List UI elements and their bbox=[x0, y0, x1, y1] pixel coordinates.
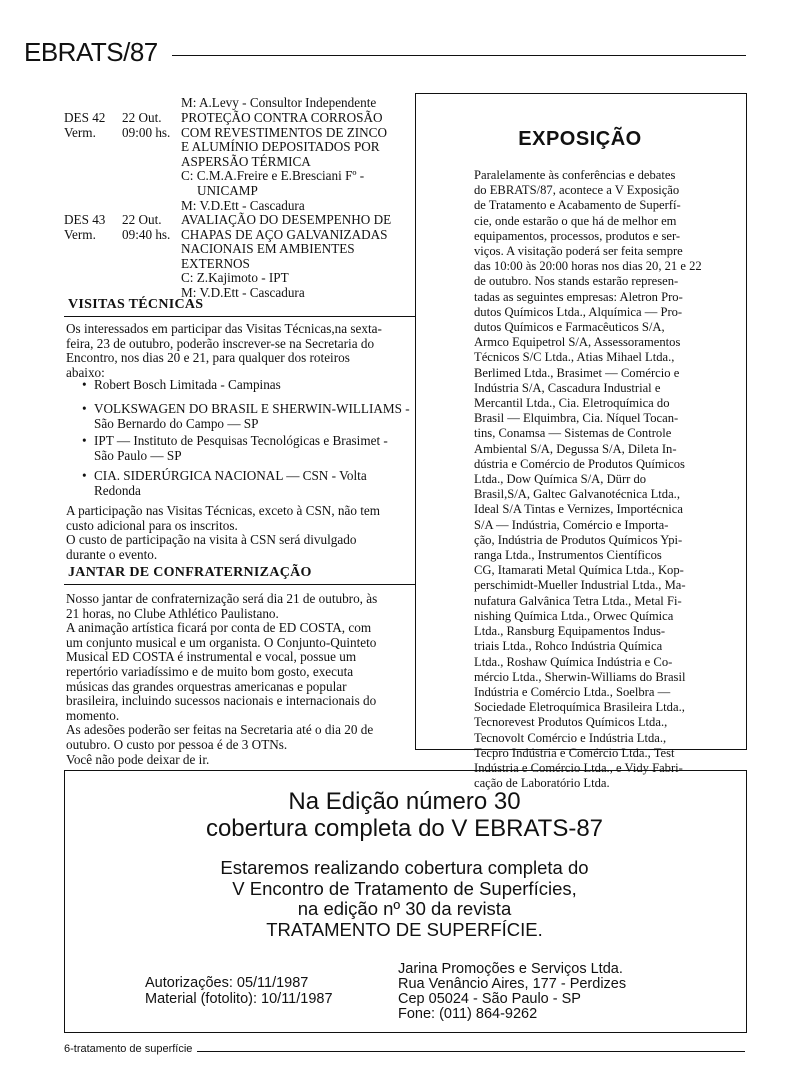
ad-body-line: TRATAMENTO DE SUPERFÍCIE. bbox=[266, 918, 543, 940]
session-date: 22 Out. bbox=[122, 110, 162, 125]
visitas-heading: VISITAS TÉCNICAS bbox=[68, 297, 204, 312]
exposicao-line: Paralelamente às conferências e debates bbox=[474, 168, 676, 182]
exposicao-line: Ideal S/A Tintas e Vernizes, Importécnica bbox=[474, 502, 683, 517]
exposicao-line: Brasil — Elquimbra, Cia. Níquel Tocan- bbox=[474, 411, 679, 426]
ad-company bbox=[398, 962, 626, 1022]
session-line: M: A.Levy - Consultor Independente bbox=[181, 95, 377, 110]
exposicao-line: de Tratamento e Acabamento de Superfí- bbox=[474, 198, 681, 213]
ad-body-line: V Encontro de Tratamento de Superfícies, bbox=[232, 877, 577, 899]
ad-dates bbox=[145, 975, 333, 1007]
exposicao-text bbox=[474, 168, 724, 791]
visitas-closing bbox=[66, 504, 418, 562]
paragraph-line: Os interessados em participar das Visitas Técnicas,na sexta- bbox=[66, 321, 382, 336]
session-title-line: AVALIAÇÃO DO DESEMPENHO DE bbox=[181, 212, 392, 227]
session-code: DES 42 bbox=[64, 110, 106, 125]
session-date: 22 Out. bbox=[122, 212, 162, 227]
exposicao-line: das 10:00 às 20:00 horas nos dias 20, 21 e 22 bbox=[474, 259, 702, 274]
exposicao-line: Mercantil Ltda., Cia. Eletroquímica do bbox=[474, 396, 670, 411]
exposicao-line: Indústria S/A, Cascadura Industrial e bbox=[474, 380, 661, 395]
session-time: 09:40 hs. bbox=[122, 226, 171, 242]
list-item-text: Redonda bbox=[94, 482, 141, 498]
exposicao-line: Ltda., Dow Química S/A, Dürr do bbox=[474, 472, 647, 487]
session-conferencist-affiliation: UNICAMP bbox=[197, 182, 258, 198]
session-title-line: COM REVESTIMENTOS DE ZINCO bbox=[181, 124, 387, 140]
jantar-heading: JANTAR DE CONFRATERNIZAÇÃO bbox=[68, 565, 312, 580]
page-footer: 6-tratamento de superfície bbox=[64, 1043, 193, 1055]
exposicao-line: cie, onde estarão o que há de melhor em bbox=[474, 213, 677, 228]
session-conferencist: C: C.M.A.Freire e E.Bresciani Fº - bbox=[181, 168, 365, 184]
ad-body-line: na edição nº 30 da revista bbox=[297, 898, 512, 919]
paragraph-line: Musical ED COSTA é instrumental e vocal, possue um bbox=[66, 649, 357, 665]
ad-material-date: Material (fotolito): 10/11/1987 bbox=[145, 991, 333, 1007]
exposicao-line: Armco Equipetrol S/A, Assessoramentos bbox=[474, 335, 681, 350]
paragraph-line: 21 horas, no Clube Athlético Paulistano. bbox=[66, 605, 279, 621]
paragraph-line: O custo de participação na visita à CSN será divulgado bbox=[66, 532, 357, 548]
exposicao-line: cação de Laboratório Ltda. bbox=[474, 776, 610, 791]
exposicao-line: Ltda., Roshaw Química Indústria e Co- bbox=[474, 654, 673, 669]
paragraph-line: Você não pode deixar de ir. bbox=[66, 751, 210, 767]
paragraph-line: momento. bbox=[66, 707, 120, 723]
paragraph-line: feira, 23 de outubro, poderão inscrever-se na Secretaria do bbox=[66, 335, 375, 351]
exposicao-line: Ltda., Ransburg Equipamentos Indus- bbox=[474, 624, 666, 639]
exposicao-line: Ambiental S/A, Degussa S/A, Dileta In- bbox=[474, 441, 677, 456]
ad-authorizations: Autorizações: 05/11/1987 bbox=[145, 975, 309, 991]
paragraph-line: músicas das grandes orquestras americanas e popular bbox=[66, 678, 347, 694]
exposicao-line: tins, Conamsa — Sistemas de Controle bbox=[474, 426, 672, 441]
exposicao-line: ranga Ltda., Instrumentos Científicos bbox=[474, 548, 662, 563]
exposicao-line: Berlimed Ltda., Brasimet — Comércio e bbox=[474, 365, 680, 380]
paragraph-line: abaixo: bbox=[66, 364, 105, 380]
exposicao-line: perschimidt-Mueller Industrial Ltda., Ma- bbox=[474, 578, 686, 593]
paragraph-line: durante o evento. bbox=[66, 546, 158, 562]
ad-title-line: Na Edição número 30 bbox=[288, 788, 521, 815]
jantar-text bbox=[66, 592, 418, 767]
exposicao-title: EXPOSIÇÃO bbox=[518, 128, 642, 150]
bullet-icon: • bbox=[82, 433, 87, 448]
paragraph-line: custo adicional para os inscritos. bbox=[66, 517, 238, 533]
ad-title-line: cobertura completa do V EBRATS-87 bbox=[205, 815, 604, 842]
session-moderator: M: V.D.Ett - Cascadura bbox=[181, 197, 305, 213]
session-title-line: ASPERSÃO TÉRMICA bbox=[181, 153, 311, 169]
exposicao-line: Indústria e Comércio Ltda., Soelbra — bbox=[474, 684, 671, 699]
company-address: Rua Venâncio Aires, 177 - Perdizes bbox=[398, 976, 627, 992]
exposicao-line: nishing Química Ltda., Orwec Química bbox=[474, 608, 674, 623]
exposicao-line: dústria e Comércio de Produtos Químicos bbox=[474, 456, 685, 471]
session-room: Verm. bbox=[64, 124, 96, 140]
paragraph-line: repertório variadíssimo e de muito bom gosto, executa bbox=[66, 663, 354, 679]
session-code: DES 43 bbox=[64, 212, 106, 227]
exposicao-line: Indústria e Comércio Ltda., e Vidy Fabri- bbox=[474, 760, 683, 775]
exposicao-line: dutos Químicos Ltda., Alquímica — Pro- bbox=[474, 304, 683, 319]
paragraph-line: Encontro, nos dias 20 e 21, para qualquer dos roteiros bbox=[66, 350, 350, 366]
exposicao-line: equipamentos, processos, produtos e ser- bbox=[474, 228, 681, 243]
list-item-text: VOLKSWAGEN DO BRASIL E SHERWIN-WILLIAMS - bbox=[94, 401, 410, 416]
paragraph-line: brasileira, incluindo sucessos nacionais e internacionais do bbox=[66, 693, 377, 709]
session-conferencist: C: Z.Kajimoto - IPT bbox=[181, 270, 289, 286]
exposicao-line: tadas as seguintes empresas: Aletron Pro- bbox=[474, 289, 683, 304]
paragraph-line: Nosso jantar de confraternização será dia 21 de outubro, às bbox=[66, 591, 378, 606]
exposicao-line: mércio Ltda., Sherwin-Williams do Brasil bbox=[474, 669, 686, 684]
paragraph-line: A animação artística ficará por conta de ED COSTA, com bbox=[66, 620, 372, 636]
bullet-icon: • bbox=[82, 401, 87, 416]
paragraph-line: outubro. O custo por pessoa é de 3 OTNs. bbox=[66, 736, 288, 752]
footer-rule bbox=[197, 1051, 745, 1052]
list-item-text: São Paulo — SP bbox=[94, 447, 182, 463]
exposicao-line: CG, Itamarati Metal Química Ltda., Kop- bbox=[474, 563, 684, 578]
exposicao-line: do EBRATS/87, acontece a V Exposição bbox=[474, 183, 680, 198]
exposicao-line: Brasil,S/A, Galtec Galvanotécnica Ltda., bbox=[474, 487, 680, 502]
exposicao-line: ção, Indústria de Produtos Químicos Ypi- bbox=[474, 532, 683, 547]
bullet-icon: • bbox=[82, 468, 87, 483]
session-title-line: NACIONAIS EM AMBIENTES bbox=[181, 241, 355, 257]
exposicao-line: Tecnorevest Produtos Químicos Ltda., bbox=[474, 715, 668, 730]
page-header-title: EBRATS/87 bbox=[24, 37, 158, 67]
company-phone: Fone: (011) 864-9262 bbox=[398, 1006, 538, 1022]
exposicao-line: Tecnovolt Comércio e Indústria Ltda., bbox=[474, 730, 667, 745]
session-title-line: E ALUMÍNIO DEPOSITADOS POR bbox=[181, 139, 380, 155]
list-item-text: CIA. SIDERÚRGICA NACIONAL — CSN - Volta bbox=[94, 468, 367, 483]
exposicao-line: Sociedade Eletroquímica Brasileira Ltda., bbox=[474, 700, 685, 715]
exposicao-line: S/A — Indústria, Comércio e Importa- bbox=[474, 517, 669, 532]
session-moderator: M: V.D.Ett - Cascadura bbox=[181, 284, 305, 300]
visitas-intro bbox=[66, 322, 418, 380]
session-title-line: PROTEÇÃO CONTRA CORROSÃO bbox=[181, 110, 383, 125]
list-item-text: Robert Bosch Limitada - Campinas bbox=[94, 377, 281, 392]
company-cep: Cep 05024 - São Paulo - SP bbox=[398, 991, 581, 1007]
list-item-text: São Bernardo do Campo — SP bbox=[94, 415, 259, 431]
exposicao-line: de outubro. Nos stands estarão represen- bbox=[474, 274, 679, 289]
exposicao-line: Técnicos S/C Ltda., Atias Mihael Ltda., bbox=[474, 350, 675, 365]
exposicao-line: dutos Químicos e Farmacêuticos S/A, bbox=[474, 320, 665, 335]
visitas-rule bbox=[64, 316, 416, 317]
ad-title bbox=[64, 788, 745, 842]
paragraph-line: um conjunto musical e um organista. O Conjunto-Quinteto bbox=[66, 634, 377, 650]
list-item-text: IPT — Instituto de Pesquisas Tecnológicas e Brasimet - bbox=[94, 433, 388, 448]
ad-body bbox=[64, 858, 745, 940]
exposicao-line: viços. A visitação poderá ser feita sempre bbox=[474, 244, 683, 259]
ad-body-line: Estaremos realizando cobertura completa do bbox=[220, 857, 589, 878]
paragraph-line: A participação nas Visitas Técnicas, exceto à CSN, não tem bbox=[66, 503, 381, 518]
session-title-line: CHAPAS DE AÇO GALVANIZADAS bbox=[181, 226, 388, 242]
exposicao-line: triais Ltda., Rohco Indústria Química bbox=[474, 639, 663, 654]
header-rule bbox=[172, 55, 746, 56]
session-time: 09:00 hs. bbox=[122, 124, 171, 140]
exposicao-line: nufatura Galvânica Tetra Ltda., Metal Fi- bbox=[474, 593, 682, 608]
session-title-line: EXTERNOS bbox=[181, 255, 250, 271]
paragraph-line: As adesões poderão ser feitas na Secretaria até o dia 20 de bbox=[66, 722, 374, 738]
company-name: Jarina Promoções e Serviços Ltda. bbox=[398, 961, 623, 977]
session-room: Verm. bbox=[64, 226, 96, 242]
jantar-rule bbox=[64, 584, 416, 585]
bullet-icon: • bbox=[82, 377, 87, 392]
exposicao-line: Tecpro Indústria e Comércio Ltda., Test bbox=[474, 745, 675, 760]
